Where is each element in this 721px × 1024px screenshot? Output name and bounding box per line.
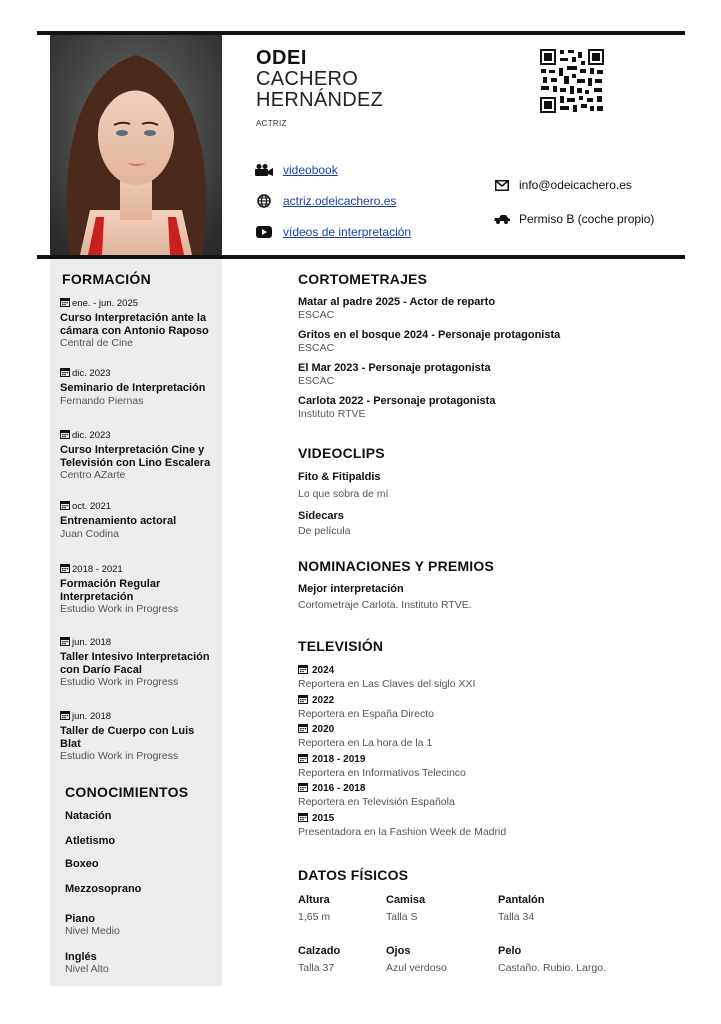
skill-item: Atletismo: [65, 835, 116, 847]
skill-item: Piano Nivel Medio: [65, 913, 120, 937]
calendar-icon: [60, 429, 70, 442]
skill-item: Inglés Nivel Alto: [65, 951, 109, 975]
short-item: [298, 362, 491, 388]
skill-item: Natación: [65, 810, 112, 822]
education-title: Taller Intesivo Interpretación con Darío Facal: [60, 651, 210, 676]
physical-item: [386, 944, 447, 975]
education-date: dic. 2023: [60, 367, 215, 380]
physical-value: Talla 37: [298, 962, 335, 974]
videoclip-item: [298, 510, 351, 538]
tv-desc: Reportera en La hora de la 1: [298, 737, 433, 749]
calendar-icon: [298, 782, 308, 796]
short-item: [298, 296, 495, 322]
calendar-icon: [298, 812, 308, 826]
calendar-icon: [298, 664, 308, 678]
tv-year: 2015: [298, 812, 506, 826]
tv-desc: Reportera en Informativos Telecinco: [298, 767, 466, 779]
tv-item: [298, 694, 434, 720]
education-place: Estudio Work in Progress: [60, 603, 179, 615]
education-place: Central de Cine: [60, 337, 133, 349]
education-title: Curso Interpretación Cine y Televisión con Lino Escalera: [60, 444, 211, 469]
tv-heading: TELEVISIÓN: [298, 638, 384, 654]
middle-name: CACHERO: [256, 68, 359, 90]
short-title: Gritos en el bosque 2024 - Personaje protagonista: [298, 329, 561, 341]
short-title: Carlota 2022 - Personaje protagonista: [298, 395, 496, 407]
short-title: El Mar 2023 - Personaje protagonista: [298, 362, 491, 374]
tv-item: [298, 664, 475, 690]
tv-year: 2020: [298, 723, 432, 737]
education-date: 2018 - 2021: [60, 563, 215, 576]
role-label: ACTRIZ: [256, 119, 287, 128]
physical-key: Pantalón: [498, 894, 545, 906]
education-item: [60, 636, 215, 689]
link-videos[interactable]: [255, 216, 411, 247]
education-heading: FORMACIÓN: [62, 271, 152, 287]
skill-level: Nivel Medio: [65, 925, 120, 937]
car-icon: [493, 212, 511, 226]
tv-item: [298, 812, 506, 838]
education-date: jun. 2018: [60, 636, 215, 649]
calendar-icon: [298, 694, 308, 708]
physical-item: [386, 893, 425, 924]
short-org: Instituto RTVE: [298, 408, 366, 420]
short-org: ESCAC: [298, 309, 335, 321]
calendar-icon: [60, 500, 70, 513]
video-camera-icon: [255, 163, 273, 177]
videoclip-song: Lo que sobra de mí: [298, 488, 389, 500]
education-item: [60, 563, 215, 616]
calendar-icon: [60, 297, 70, 310]
calendar-icon: [60, 367, 70, 380]
license-text: Permiso B (coche propio): [519, 212, 655, 226]
tv-year: 2022: [298, 694, 434, 708]
website-link[interactable]: actriz.odeicachero.es: [283, 193, 397, 208]
shorts-heading: CORTOMETRAJES: [298, 271, 428, 287]
tv-desc: Reportera en Televisión Española: [298, 796, 455, 808]
short-org: ESCAC: [298, 375, 335, 387]
award-detail: Cortometraje Carlota. Instituto RTVE.: [298, 599, 472, 611]
education-item: [60, 297, 215, 350]
education-date: oct. 2021: [60, 500, 215, 513]
calendar-icon: [60, 563, 70, 576]
license-row: [493, 202, 654, 236]
qr-code[interactable]: [539, 48, 605, 114]
physical-item: [498, 944, 606, 975]
education-title: Seminario de Interpretación: [60, 382, 206, 394]
tv-year: 2016 - 2018: [298, 782, 455, 796]
physical-key: Pelo: [498, 945, 522, 957]
education-item: [60, 500, 215, 540]
skill-item: Boxeo: [65, 858, 99, 870]
physical-item: [498, 893, 544, 924]
videoclip-artist: Sidecars: [298, 510, 344, 522]
tv-year: 2018 - 2019: [298, 753, 466, 767]
name-block: [256, 48, 383, 134]
tv-year: 2024: [298, 664, 475, 678]
videoclips-heading: VIDEOCLIPS: [298, 445, 385, 461]
videoclip-artist: Fito & Fitipaldis: [298, 471, 381, 483]
education-date: ene. - jun. 2025: [60, 297, 215, 310]
videoclip-item: [298, 471, 388, 501]
award-title: Mejor interpretación: [298, 583, 404, 595]
education-place: Estudio Work in Progress: [60, 676, 179, 688]
calendar-icon: [60, 710, 70, 723]
videoclip-song: De película: [298, 525, 351, 537]
tv-item: [298, 723, 432, 749]
education-title: Formación Regular Interpretación: [60, 578, 161, 603]
physical-key: Ojos: [386, 945, 411, 957]
youtube-icon: [255, 225, 273, 239]
tv-desc: Presentadora en la Fashion Week de Madrid: [298, 826, 507, 838]
tv-desc: Reportera en Las Claves del siglo XXI: [298, 678, 476, 690]
education-place: Estudio Work in Progress: [60, 750, 179, 762]
education-place: Juan Codina: [60, 527, 119, 540]
education-title: Curso Interpretación ante la cámara con Antonio Raposo: [60, 312, 209, 337]
short-item: [298, 329, 560, 355]
skill-item: Mezzosoprano: [65, 883, 142, 895]
videobook-link[interactable]: videobook: [283, 162, 338, 177]
education-place: Fernando Piernas: [60, 394, 144, 407]
email-text[interactable]: info@odeicachero.es: [519, 178, 632, 192]
physical-item: [298, 944, 340, 975]
link-videobook[interactable]: [255, 154, 411, 185]
physical-value: Talla S: [386, 911, 418, 923]
calendar-icon: [298, 723, 308, 737]
education-date: dic. 2023: [60, 429, 215, 442]
tv-item: [298, 753, 466, 779]
skills-heading: CONOCIMIENTOS: [65, 784, 189, 800]
calendar-icon: [60, 636, 70, 649]
videos-link[interactable]: vídeos de interpretación: [283, 224, 412, 239]
envelope-icon: [493, 178, 511, 192]
physical-value: 1,65 m: [298, 911, 331, 923]
skill-level: Nivel Alto: [65, 963, 109, 975]
physical-item: [298, 893, 330, 924]
calendar-icon: [298, 753, 308, 767]
physical-key: Camisa: [386, 894, 426, 906]
short-title: Matar al padre 2025 - Actor de reparto: [298, 296, 496, 308]
contact-block: [493, 168, 654, 236]
links-list: [255, 154, 411, 247]
tv-desc: Reportera en España Directo: [298, 708, 434, 720]
short-item: [298, 395, 495, 421]
portrait-photo: [50, 35, 222, 255]
link-website[interactable]: [255, 185, 411, 216]
physical-key: Altura: [298, 894, 330, 906]
physical-value: Talla 34: [498, 911, 535, 923]
education-item: [60, 429, 215, 482]
short-org: ESCAC: [298, 342, 335, 354]
first-name: ODEI: [256, 47, 307, 69]
physical-key: Calzado: [298, 945, 341, 957]
tv-item: [298, 782, 455, 808]
education-title: Taller de Cuerpo con Luis Blat: [60, 725, 195, 750]
awards-heading: NOMINACIONES Y PREMIOS: [298, 558, 495, 574]
education-place: Centro AZarte: [60, 469, 126, 481]
education-item: [60, 367, 215, 407]
last-name: HERNÁNDEZ: [256, 89, 384, 111]
education-date: jun. 2018: [60, 710, 215, 723]
education-item: [60, 710, 215, 763]
education-title: Entrenamiento actoral: [60, 515, 177, 527]
physical-heading: DATOS FÍSICOS: [298, 867, 409, 883]
physical-value: Azul verdoso: [386, 962, 447, 974]
award-item: [298, 583, 472, 612]
email-row[interactable]: [493, 168, 654, 202]
globe-icon: [255, 194, 273, 208]
physical-value: Castaño. Rubio. Largo.: [498, 962, 606, 974]
